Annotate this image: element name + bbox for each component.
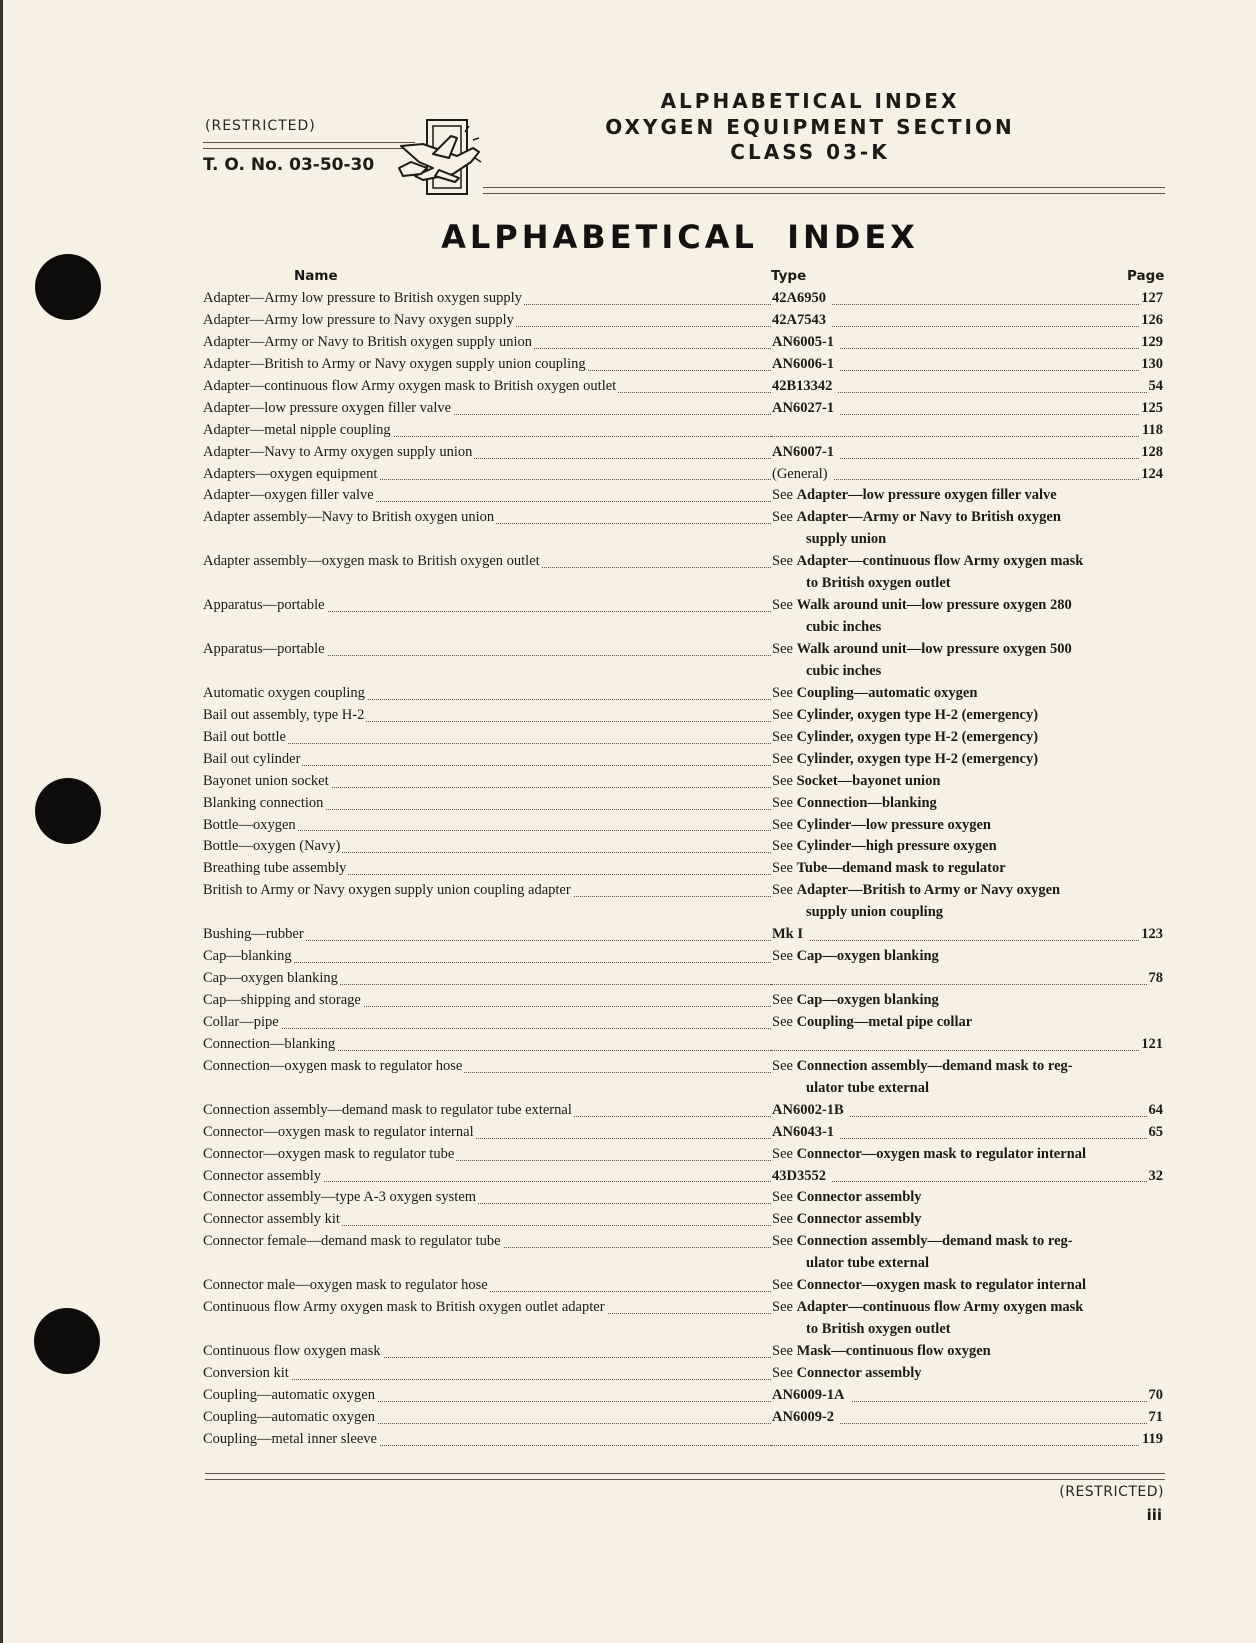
- index-entry: [203, 464, 1163, 486]
- index-entry: [203, 507, 1163, 529]
- see-label: See: [772, 1299, 793, 1316]
- column-header-type: Type: [771, 268, 807, 284]
- see-label: See: [772, 1013, 793, 1030]
- see-reference: [771, 880, 1163, 902]
- index-entry: [203, 310, 1163, 332]
- see-target-continuation: to British oxygen outlet: [806, 1321, 951, 1338]
- see-target: Adapter—Army or Navy to British oxygen: [796, 509, 1061, 526]
- see-label: See: [772, 794, 793, 811]
- dot-leader: [203, 858, 771, 880]
- see-label: See: [772, 553, 793, 570]
- see-target: Adapter—continuous flow Army oxygen mask: [796, 1299, 1084, 1316]
- index-entry: [203, 968, 1163, 990]
- see-label: See: [772, 1233, 793, 1250]
- entry-name: Blanking connection: [203, 794, 324, 811]
- entry-name: Adapters—oxygen equipment: [203, 465, 378, 482]
- index-entry: [203, 420, 1163, 442]
- entry-name: Connector assembly: [203, 1167, 321, 1184]
- airplane-emblem-icon: [393, 118, 483, 196]
- dot-leader: [203, 1012, 771, 1034]
- index-entry: [203, 858, 1163, 880]
- dot-leader: [771, 1034, 1163, 1056]
- dot-leader: [203, 464, 771, 486]
- entry-name: Conversion kit: [203, 1364, 289, 1381]
- entry-type: Mk I: [771, 924, 809, 946]
- see-target-continuation: ulator tube external: [806, 1255, 929, 1272]
- entry-name: Adapter assembly—oxygen mask to British oxygen outlet: [203, 553, 540, 570]
- header-rule: [203, 148, 415, 149]
- dot-leader: [203, 946, 771, 968]
- see-reference: [771, 990, 1163, 1012]
- see-reference: [771, 485, 1163, 507]
- see-target: Connection—blanking: [796, 794, 937, 811]
- index-entry: [203, 836, 1163, 858]
- entry-type: AN6002-1B: [771, 1100, 850, 1122]
- index-entry: [203, 1297, 1163, 1319]
- see-target: Walk around unit—low pressure oxygen 280: [796, 597, 1072, 614]
- index-entry: [203, 1275, 1163, 1297]
- entry-name: Connector—oxygen mask to regulator internal: [203, 1123, 474, 1140]
- see-reference: [771, 836, 1163, 858]
- entry-type: 42A7543: [771, 310, 832, 332]
- dot-leader: [203, 310, 771, 332]
- index-entry: [203, 398, 1163, 420]
- index-entry: [203, 1429, 1163, 1451]
- see-label: See: [772, 684, 793, 701]
- entry-name: Bail out assembly, type H-2: [203, 706, 365, 723]
- index-entry: [203, 288, 1163, 310]
- dot-leader: [771, 420, 1163, 442]
- entry-page: 64: [1147, 1100, 1164, 1122]
- see-label: See: [772, 1364, 793, 1381]
- index-entry: [203, 815, 1163, 837]
- see-label: See: [772, 816, 793, 833]
- dot-leader: [203, 1187, 771, 1209]
- header-classification: (RESTRICTED): [205, 118, 316, 134]
- entry-name: Connector assembly kit: [203, 1211, 340, 1228]
- page-number: iii: [1146, 1506, 1162, 1524]
- see-reference: [771, 1012, 1163, 1034]
- see-reference: [771, 793, 1163, 815]
- index-entry: [203, 793, 1163, 815]
- dot-leader: [203, 1144, 771, 1166]
- see-target: Connector assembly: [796, 1211, 922, 1228]
- dot-leader: [203, 1363, 771, 1385]
- entry-name: Connector—oxygen mask to regulator tube: [203, 1145, 455, 1162]
- see-target: Walk around unit—low pressure oxygen 500: [796, 641, 1072, 657]
- see-target: Coupling—automatic oxygen: [796, 684, 978, 701]
- entry-type: AN6009-2: [771, 1407, 840, 1429]
- header-title-line-1: ALPHABETICAL INDEX: [660, 89, 960, 113]
- index-entry: [203, 442, 1163, 464]
- see-target: Cylinder, oxygen type H-2 (emergency): [796, 706, 1039, 723]
- header-title-line-3: CLASS 03-K: [730, 140, 890, 164]
- entry-type: AN6007-1: [771, 442, 840, 464]
- entry-name: Adapter—low pressure oxygen filler valve: [203, 399, 452, 416]
- dot-leader: [203, 332, 771, 354]
- entry-type: 42B13342: [771, 376, 838, 398]
- entry-name: Collar—pipe: [203, 1013, 279, 1030]
- see-label: See: [772, 597, 793, 614]
- entry-page: 123: [1139, 924, 1163, 946]
- dot-leader: [203, 1034, 771, 1056]
- column-header-page: Page: [1127, 268, 1165, 284]
- dot-leader: [203, 1407, 771, 1429]
- index-entry: [203, 376, 1163, 398]
- dot-leader: [203, 836, 771, 858]
- see-reference: [771, 946, 1163, 968]
- see-label: See: [772, 1189, 793, 1206]
- see-target-continuation: to British oxygen outlet: [806, 575, 951, 592]
- dot-leader: [203, 880, 771, 902]
- see-reference: [771, 815, 1163, 837]
- entry-page: 118: [1140, 420, 1163, 442]
- dot-leader: [203, 1429, 771, 1451]
- see-target: Adapter—low pressure oxygen filler valve: [796, 487, 1057, 504]
- see-reference: [771, 727, 1163, 749]
- entry-name: Connection assembly—demand mask to regulator tube external: [203, 1101, 572, 1118]
- entry-page: 65: [1147, 1122, 1164, 1144]
- index-entry: [203, 1034, 1163, 1056]
- see-target: Cylinder, oxygen type H-2 (emergency): [796, 728, 1039, 745]
- index-entry: [203, 946, 1163, 968]
- header-rule: [483, 187, 1165, 188]
- see-label: See: [772, 1211, 793, 1228]
- see-label: See: [772, 1145, 793, 1162]
- index-entry-continuation: [203, 573, 1163, 595]
- see-target: Connector—oxygen mask to regulator internal: [796, 1145, 1087, 1162]
- see-reference: [771, 858, 1163, 880]
- tech-order-number: T. O. No. 03-50-30: [203, 155, 375, 175]
- footer-classification: (RESTRICTED): [1059, 1484, 1164, 1500]
- entry-type: (General): [771, 464, 834, 486]
- header-rule: [483, 193, 1165, 194]
- see-reference: [771, 507, 1163, 529]
- entry-type: AN6027-1: [771, 398, 840, 420]
- index-entry: [203, 595, 1163, 617]
- see-reference: [771, 1231, 1163, 1253]
- dot-leader: [203, 793, 771, 815]
- see-label: See: [772, 860, 793, 877]
- entry-name: Continuous flow Army oxygen mask to British oxygen outlet adapter: [203, 1299, 605, 1316]
- footer-rule: [205, 1473, 1165, 1474]
- see-reference: [771, 1187, 1163, 1209]
- see-label: See: [772, 838, 793, 855]
- dot-leader: [203, 595, 771, 617]
- dot-leader: [203, 705, 771, 727]
- entry-type: AN6009-1A: [771, 1385, 851, 1407]
- entry-page: 32: [1147, 1166, 1164, 1188]
- index-entry: [203, 705, 1163, 727]
- index-entry-continuation: [203, 1253, 1163, 1275]
- index-entry: [203, 354, 1163, 376]
- see-reference: [771, 749, 1163, 771]
- entry-page: 125: [1139, 398, 1163, 420]
- dot-leader: [203, 968, 771, 990]
- entry-name: Connection—blanking: [203, 1035, 336, 1052]
- entry-page: 121: [1139, 1034, 1163, 1056]
- entry-type: AN6005-1: [771, 332, 840, 354]
- see-label: See: [772, 509, 793, 526]
- see-target-continuation: cubic inches: [806, 662, 882, 679]
- see-target-continuation: supply union coupling: [806, 904, 944, 921]
- entry-name: Apparatus—portable: [203, 597, 325, 614]
- see-label: See: [772, 487, 793, 504]
- entry-name: Adapter—Army low pressure to British oxygen supply: [203, 290, 522, 306]
- entry-type: 43D3552: [771, 1166, 832, 1188]
- see-target: Cap—oxygen blanking: [796, 948, 939, 965]
- entry-name: Coupling—metal inner sleeve: [203, 1430, 377, 1447]
- see-label: See: [772, 882, 793, 899]
- index-entry: [203, 1100, 1163, 1122]
- index-entry: [203, 1209, 1163, 1231]
- index-entry: [203, 1166, 1163, 1188]
- dot-leader: [203, 1056, 771, 1078]
- punch-hole: [35, 254, 101, 320]
- index-entry: [203, 924, 1163, 946]
- see-label: See: [772, 750, 793, 767]
- entry-page: 54: [1147, 376, 1164, 398]
- dot-leader: [203, 1100, 771, 1122]
- see-target: Adapter—British to Army or Navy oxygen: [796, 882, 1061, 899]
- see-target: Connection assembly—demand mask to reg-: [796, 1233, 1073, 1250]
- dot-leader: [203, 420, 771, 442]
- header-rule: [203, 142, 415, 143]
- see-reference: [771, 1363, 1163, 1385]
- entry-name: Connection—oxygen mask to regulator hose: [203, 1057, 463, 1074]
- entry-name: Coupling—automatic oxygen: [203, 1386, 375, 1403]
- see-target: Cylinder, oxygen type H-2 (emergency): [796, 750, 1039, 767]
- dot-leader: [203, 1341, 771, 1363]
- dot-leader: [203, 354, 771, 376]
- see-label: See: [772, 1277, 793, 1294]
- entry-name: Adapter—Navy to Army oxygen supply union: [203, 443, 473, 460]
- see-label: See: [772, 772, 793, 789]
- index-entry: [203, 749, 1163, 771]
- see-reference: [771, 1341, 1163, 1363]
- entry-name: Bushing—rubber: [203, 926, 304, 943]
- index-entry: [203, 639, 1163, 661]
- entry-page: 70: [1147, 1385, 1164, 1407]
- dot-leader: [203, 376, 771, 398]
- entry-name: Bail out cylinder: [203, 750, 301, 767]
- dot-leader: [203, 1122, 771, 1144]
- entry-page: 124: [1139, 464, 1163, 486]
- entry-name: Adapter—Army or Navy to British oxygen supply union: [203, 333, 533, 350]
- entry-page: 130: [1139, 354, 1163, 376]
- dot-leader: [771, 968, 1163, 990]
- see-target-continuation: ulator tube external: [806, 1079, 929, 1096]
- index-entry: [203, 1363, 1163, 1385]
- entry-name: Continuous flow oxygen mask: [203, 1343, 381, 1359]
- see-reference: [771, 551, 1163, 573]
- entry-name: Apparatus—portable: [203, 641, 325, 657]
- entry-type: AN6043-1: [771, 1122, 840, 1144]
- index-entry: [203, 1122, 1163, 1144]
- entry-name: Bail out bottle: [203, 728, 286, 745]
- entry-type: AN6006-1: [771, 354, 840, 376]
- entry-page: 119: [1140, 1429, 1163, 1451]
- see-reference: [771, 1209, 1163, 1231]
- index-entry: [203, 1407, 1163, 1429]
- index-entry: [203, 990, 1163, 1012]
- see-reference: [771, 1275, 1163, 1297]
- index-entry: [203, 1144, 1163, 1166]
- entry-page: 126: [1139, 310, 1163, 332]
- page-title: ALPHABETICAL INDEX: [441, 218, 919, 256]
- index-entry: [203, 1341, 1163, 1363]
- index-entry: [203, 1231, 1163, 1253]
- entry-name: Adapter—metal nipple coupling: [203, 421, 391, 438]
- see-target-continuation: cubic inches: [806, 619, 882, 636]
- dot-leader: [203, 815, 771, 837]
- see-reference: [771, 1144, 1163, 1166]
- index-entry: [203, 1385, 1163, 1407]
- index-entry-continuation: [203, 1319, 1163, 1341]
- see-target: Coupling—metal pipe collar: [796, 1013, 973, 1030]
- see-reference: [771, 705, 1163, 727]
- see-target: Connector assembly: [796, 1189, 922, 1206]
- see-reference: [771, 1056, 1163, 1078]
- index-entry: [203, 1056, 1163, 1078]
- entry-name: Bottle—oxygen (Navy): [203, 838, 341, 855]
- index-list: [203, 288, 1163, 1451]
- header-title-line-2: OXYGEN EQUIPMENT SECTION: [605, 115, 1015, 139]
- dot-leader: [203, 1385, 771, 1407]
- see-label: See: [772, 728, 793, 745]
- see-target: Cylinder—high pressure oxygen: [796, 838, 997, 855]
- index-entry-continuation: [203, 1078, 1163, 1100]
- see-reference: [771, 1297, 1163, 1319]
- see-target: Connection assembly—demand mask to reg-: [796, 1057, 1073, 1074]
- see-target: Adapter—continuous flow Army oxygen mask: [796, 553, 1084, 570]
- entry-page: 78: [1147, 968, 1164, 990]
- entry-name: Connector assembly—type A-3 oxygen system: [203, 1189, 477, 1206]
- entry-name: Connector male—oxygen mask to regulator hose: [203, 1277, 488, 1294]
- dot-leader: [203, 771, 771, 793]
- entry-name: Bottle—oxygen: [203, 816, 296, 833]
- see-reference: [771, 683, 1163, 705]
- entry-name: British to Army or Navy oxygen supply union coupling adapter: [203, 882, 571, 899]
- dot-leader: [203, 749, 771, 771]
- index-entry: [203, 880, 1163, 902]
- entry-name: Cap—shipping and storage: [203, 992, 361, 1008]
- see-reference: [771, 639, 1163, 661]
- dot-leader: [203, 990, 771, 1012]
- see-target-continuation: supply union: [806, 531, 887, 548]
- index-entry-continuation: [203, 617, 1163, 639]
- dot-leader: [771, 924, 1163, 946]
- entry-page: 127: [1139, 288, 1163, 310]
- see-target: Connector assembly: [796, 1364, 922, 1381]
- see-target: Connector—oxygen mask to regulator internal: [796, 1277, 1087, 1294]
- dot-leader: [203, 1209, 771, 1231]
- entry-name: Automatic oxygen coupling: [203, 684, 365, 701]
- see-label: See: [772, 1343, 793, 1359]
- index-entry-continuation: [203, 529, 1163, 551]
- footer-rule: [205, 1479, 1165, 1480]
- dot-leader: [203, 398, 771, 420]
- entry-name: Adapter—British to Army or Navy oxygen supply union coupling: [203, 355, 586, 372]
- see-label: See: [772, 706, 793, 723]
- dot-leader: [203, 727, 771, 749]
- index-entry: [203, 771, 1163, 793]
- entry-name: Coupling—automatic oxygen: [203, 1408, 375, 1425]
- dot-leader: [203, 551, 771, 573]
- dot-leader: [203, 442, 771, 464]
- entry-name: Adapter—Army low pressure to Navy oxygen supply: [203, 311, 514, 328]
- index-entry-continuation: [203, 661, 1163, 683]
- index-entry: [203, 683, 1163, 705]
- entry-type: 42A6950: [771, 288, 832, 310]
- see-target: Mask—continuous flow oxygen: [796, 1343, 991, 1359]
- dot-leader: [203, 1166, 771, 1188]
- see-target: Socket—bayonet union: [796, 772, 941, 789]
- entry-name: Adapter assembly—Navy to British oxygen union: [203, 509, 495, 526]
- entry-name: Cap—oxygen blanking: [203, 970, 338, 987]
- see-target: Cylinder—low pressure oxygen: [796, 816, 991, 833]
- punch-hole: [35, 778, 101, 844]
- dot-leader: [771, 1429, 1163, 1451]
- see-label: See: [772, 948, 793, 965]
- entry-name: Adapter—oxygen filler valve: [203, 487, 374, 504]
- index-entry: [203, 332, 1163, 354]
- dot-leader: [203, 1231, 771, 1253]
- index-entry: [203, 1187, 1163, 1209]
- dot-leader: [203, 288, 771, 310]
- entry-name: Connector female—demand mask to regulator tube: [203, 1233, 501, 1250]
- dot-leader: [203, 1297, 771, 1319]
- see-label: See: [772, 992, 793, 1008]
- see-target: Tube—demand mask to regulator: [796, 860, 1006, 877]
- entry-page: 129: [1139, 332, 1163, 354]
- dot-leader: [203, 485, 771, 507]
- index-entry: [203, 551, 1163, 573]
- dot-leader: [203, 1275, 771, 1297]
- dot-leader: [203, 924, 771, 946]
- entry-name: Adapter—continuous flow Army oxygen mask to British oxygen outlet: [203, 377, 617, 394]
- dot-leader: [203, 507, 771, 529]
- entry-name: Bayonet union socket: [203, 772, 329, 789]
- see-reference: [771, 771, 1163, 793]
- index-entry: [203, 727, 1163, 749]
- see-label: See: [772, 641, 793, 657]
- column-header-name: Name: [294, 268, 338, 284]
- see-target: Cap—oxygen blanking: [796, 992, 939, 1008]
- entry-name: Cap—blanking: [203, 948, 292, 965]
- see-reference: [771, 595, 1163, 617]
- dot-leader: [203, 683, 771, 705]
- dot-leader: [203, 639, 771, 661]
- entry-name: Breathing tube assembly: [203, 860, 347, 877]
- entry-page: 71: [1147, 1407, 1164, 1429]
- index-entry: [203, 1012, 1163, 1034]
- see-label: See: [772, 1057, 793, 1074]
- page-edge: [0, 0, 3, 1643]
- punch-hole: [34, 1308, 100, 1374]
- index-entry: [203, 485, 1163, 507]
- entry-page: 128: [1139, 442, 1163, 464]
- index-entry-continuation: [203, 902, 1163, 924]
